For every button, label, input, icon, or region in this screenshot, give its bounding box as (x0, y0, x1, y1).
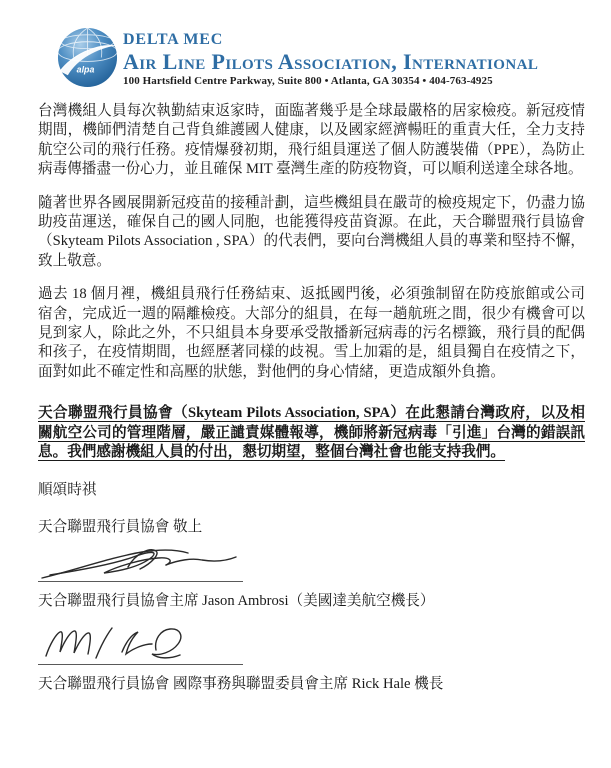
paragraph: 隨著世界各國展開新冠疫苗的接種計劃，這些機組員在嚴苛的檢疫規定下，仍盡力協助疫苗運送，確保自己的國人同胞，也能獲得疫苗資源。在此，天合聯盟飛行員協會（Skyteam Pilots Association , SPA）的代表們，要向台灣機組人員的專業和堅持不懈，致上敬意。 (38, 194, 585, 269)
signatory-title-1: 天合聯盟飛行員協會主席 Jason Ambrosi（美國達美航空機長） (38, 593, 435, 610)
org-name-line1: DELTA MEC (123, 31, 224, 48)
org-name-line2: Air Line Pilots Association, International (123, 48, 539, 74)
org-address: 100 Hartsfield Centre Parkway, Suite 800 • Atlanta, GA 30354 • 404-763-4925 (123, 74, 493, 87)
paragraph: 台灣機組人員每次執勤結束返家時，面臨著幾乎是全球最嚴格的居家檢疫。新冠疫情期間，機師們清楚自己背負維護國人健康，以及國家經濟暢旺的重責大任，全力支持航空公司的飛行任務。疫情爆發初期，飛行組員運送了個人防護裝備（PPE），為防止病毒傳播盡一份心力，並且確保 MIT 臺灣生產的防疫物資，可以順利送達全球各地。 (38, 103, 585, 178)
alpa-logo-label: alpa (76, 64, 95, 75)
signature-jason-ambrosi-icon (38, 545, 246, 581)
paragraph: 過去 18 個月裡，機組員飛行任務結束、返抵國門後，必須強制留在防疫旅館或公司宿舍，完成近一週的隔離檢疫。大部分的組員，在每一趟航班之間，很少有機會可以見到家人，除此之外，不只組員本身要承受散播新冠病毒的污名標籤，飛行員的配偶和孩子，在疫情期間，也經歷著同樣的歧視。雪上加霜的是，組員獨自在疫情之下，面對如此不確定性和高壓的狀態，對他們的身心情緒，更造成額外負擔。 (38, 286, 585, 380)
letter-body (0, 89, 611, 694)
signature-line (38, 581, 243, 582)
letterhead-text (123, 26, 538, 87)
signature-rick-hale-icon (38, 622, 246, 664)
signatory-title-2: 天合聯盟飛行員協會 國際事務與聯盟委員會主席 Rick Hale 機長 (38, 675, 444, 692)
signature-block (38, 622, 246, 665)
signature-block (38, 545, 246, 582)
signature-line (38, 664, 243, 665)
letterhead (0, 0, 611, 89)
emphasis-paragraph: 天合聯盟飛行員協會（Skyteam Pilots Association, SPA）在此懇請台灣政府，以及相關航空公司的管理階層，嚴正譴責媒體報導，機師將新冠病毒「引進」台灣的錯誤訊息。我們感謝機組人員的付出，懇切期望，整個台灣社會也能支持我們。 (38, 405, 585, 461)
alpa-globe-icon (56, 26, 119, 89)
closing-salutation: 順頌時祺 (38, 481, 97, 498)
signoff: 天合聯盟飛行員協會 敬上 (38, 518, 203, 535)
